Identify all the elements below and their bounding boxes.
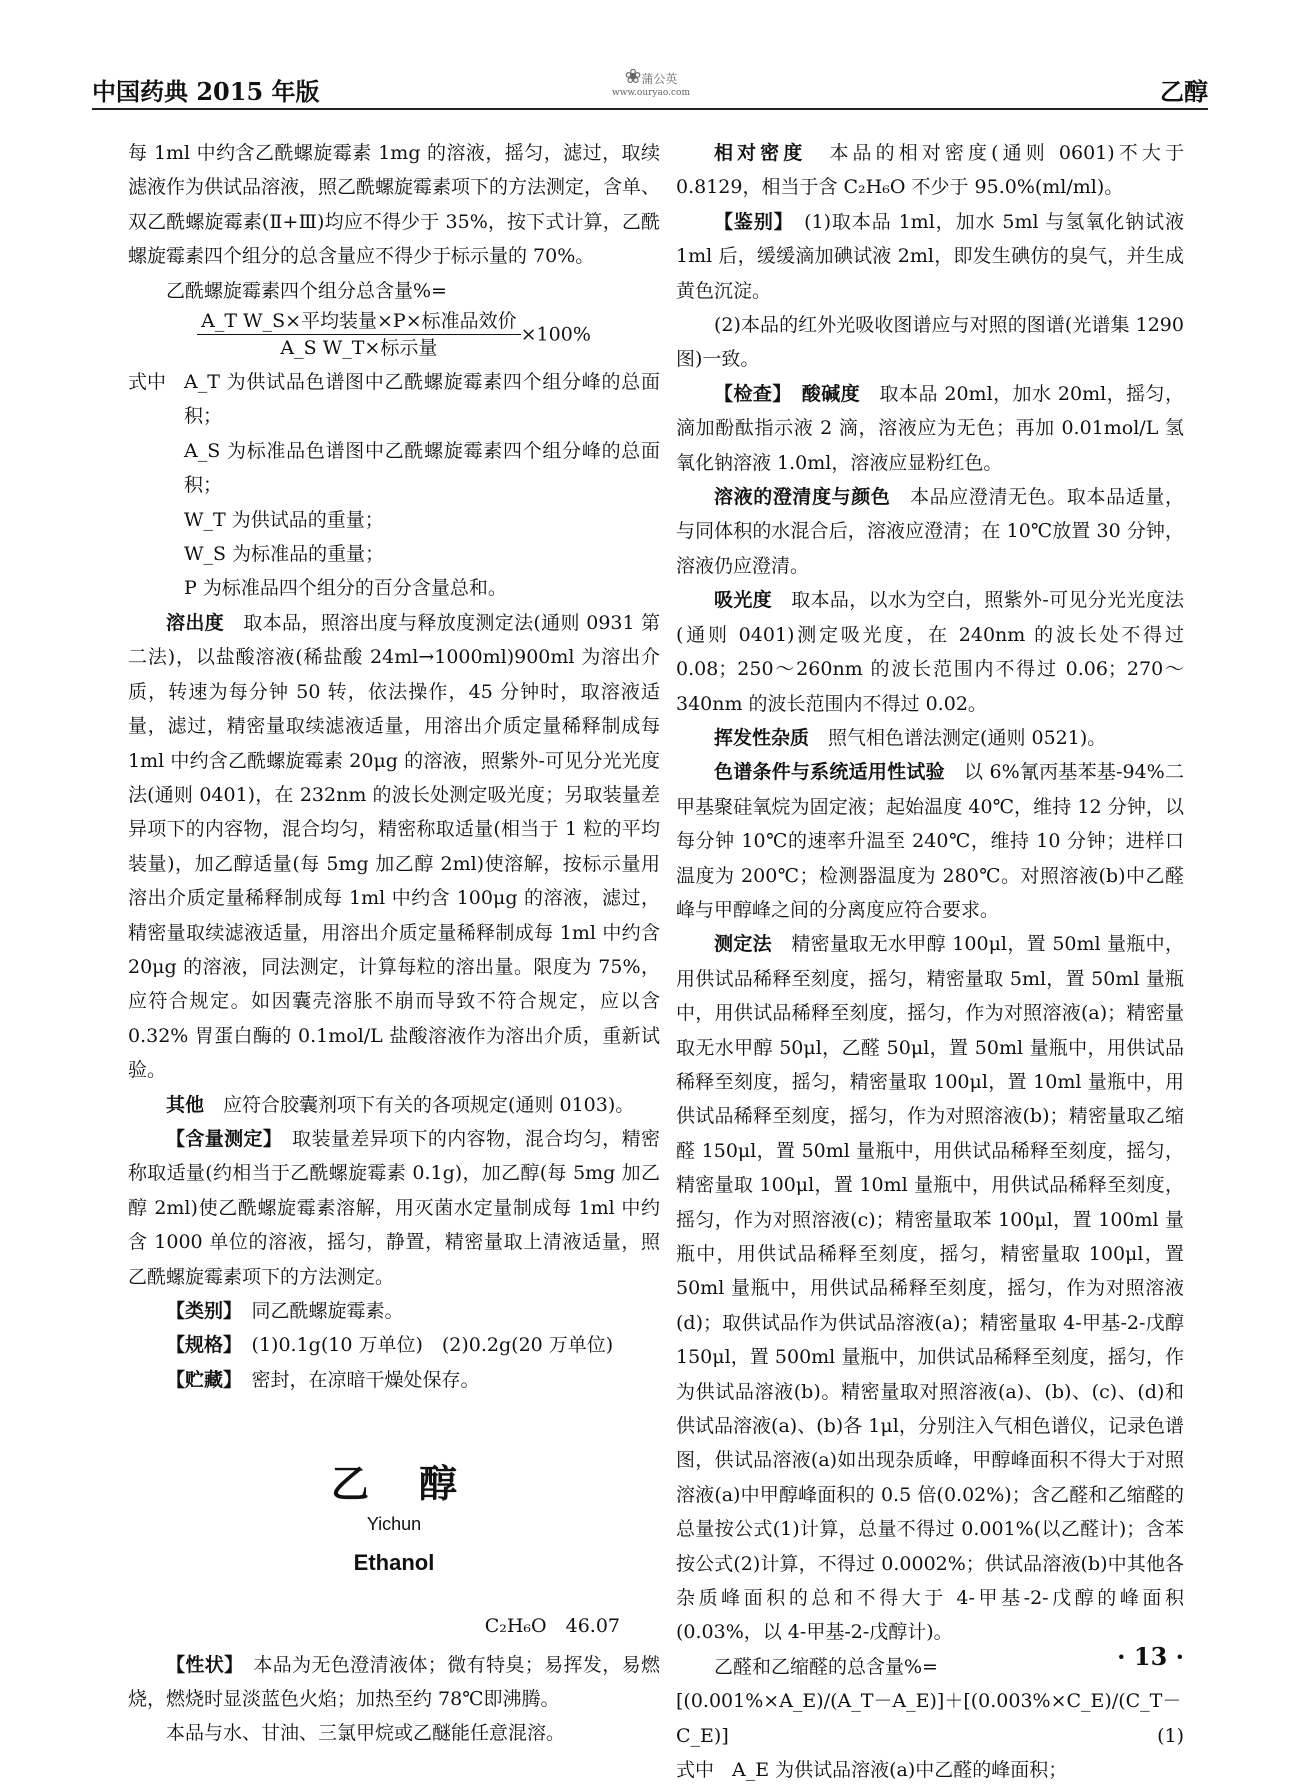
section-text: 取本品，照溶出度与释放度测定法(通则 0931 第二法)，以盐酸溶液(稀盐酸 24ml→1000ml)900ml 为溶出介质，转速为每分钟 50 转，依法操作，45 分钟时，取溶液适量，滤过，精密量取续滤液适量，用溶出介质定量稀释制成每 1ml 中约含乙酰螺旋霉素 20μg 的溶液，照紫外-可见分光光度法(通则 0401)，在 232nm 的波长处测定吸光度；另取装量差异项下的内容物，混合均匀，精密称取适量(相当于 1 粒的平均装量)，加乙醇适量(每 5mg 加乙醇 2ml)使溶解，按标示量用溶出介质定量稀释制成每 1ml 中约含 100μg 的溶液，滤过，精密量取续滤液适量，用溶出介质定量稀释制成每 1ml 中约含 20μg 的溶液，同法测定，计算每粒的溶出量。限度为 75%，应符合规定。如因囊壳溶胀不崩而导致不符合规定，应以含 0.32% 胃蛋白酶的 0.1mol/L 盐酸溶液作为溶出介质，重新试验。	[128, 611, 660, 1082]
subsection-heading: 挥发性杂质	[714, 726, 810, 749]
logo-text: 蒲公英	[641, 72, 678, 86]
paragraph-clarity	[676, 480, 1184, 583]
section-heading: 【类别】	[166, 1300, 233, 1322]
where-label: 式中	[128, 371, 167, 394]
section-text: 本品为无色澄清液体；微有特臭；易挥发，易燃烧，燃烧时显淡蓝色火焰；加热至约 78℃即沸腾。	[128, 1653, 660, 1711]
paragraph-method	[676, 927, 1184, 1650]
section-heading: 【性状】	[166, 1653, 235, 1676]
section-text: 取本品，以水为空白，照紫外-可见分光光度法(通则 0401)测定吸光度，在 240nm 的波长处不得过 0.08；250～260nm 的波长范围内不得过 0.06；270～340nm 的波长范围内不得过 0.02。	[676, 589, 1184, 715]
page-number: · 13 ·	[1117, 1642, 1184, 1671]
paragraph-assay	[128, 1122, 660, 1294]
paragraph-density	[676, 136, 1184, 205]
equation-line-2	[676, 1719, 1184, 1753]
legend-item: A_E 为供试品溶液(a)中乙醛的峰面积；	[732, 1759, 1068, 1782]
legend-item: W_S 为标准品的重量；	[184, 543, 385, 566]
paragraph-dissolution	[128, 606, 660, 1088]
section-text: 取本品 20ml，加水 20ml，摇匀，滴加酚酞指示液 2 滴，溶液应为无色；再加 0.01mol/L 氢氧化钠溶液 1.0ml，溶液应显粉红色。	[676, 382, 1184, 474]
right-column	[676, 136, 1184, 1788]
page-header	[92, 64, 1208, 110]
equation-number: (1)	[1157, 1724, 1184, 1747]
formula-label: 乙酰螺旋霉素四个组分总含量%=	[166, 279, 447, 302]
paragraph-spec	[128, 1328, 660, 1362]
legend-item: W_T 为供试品的重量；	[184, 508, 384, 531]
legend-item: A_S 为标准品色谱图中乙酰螺旋霉素四个组分峰的总面积；	[184, 439, 660, 497]
subsection-heading: 酸碱度	[801, 382, 861, 405]
monograph-title	[128, 1459, 660, 1583]
subsection-heading: 色谱条件与系统适用性试验	[714, 761, 945, 784]
section-text: 取装量差异项下的内容物，混合均匀，精密称取适量(约相当于乙酰螺旋霉素 0.1g)，加乙醇(每 5mg 加乙醇 2ml)使乙酰螺旋霉素溶解，用灭菌水定量制成每 1ml 中约含 1000 单位的溶液，摇匀，静置，精密量取上清液适量，照乙酰螺旋霉素项下的方法测定。	[128, 1127, 660, 1288]
legend-item: P 为标准品四个组分的百分含量总和。	[184, 577, 507, 600]
running-title: 乙醇	[1160, 77, 1208, 106]
equation-legend	[676, 1753, 1184, 1787]
section-text: 精密量取无水甲醇 100μl，置 50ml 量瓶中，用供试品稀释至刻度，摇匀，精密量取 5ml，置 50ml 量瓶中，用供试品稀释至刻度，摇匀，作为对照溶液(a)；精密量取无水甲醇 50μl，乙醛 50μl，置 50ml 量瓶中，用供试品稀释至刻度，摇匀，精密量取 100μl，置 10ml 量瓶中，用供试品稀释至刻度，摇匀，作为对照溶液(b)；精密量取乙缩醛 150μl，置 50ml 量瓶中，用供试品稀释至刻度，摇匀，精密量取 100μl，置 10ml 量瓶中，用供试品稀释至刻度，摇匀，作为对照溶液(c)；精密量取苯 100μl，置 100ml 量瓶中，用供试品稀释至刻度，摇匀，精密量取 100μl，置 50ml 量瓶中，用供试品稀释至刻度，摇匀，作为对照溶液(d)；取供试品作为供试品溶液(a)；精密量取 4-甲基-2-戊醇 150μl，置 500ml 量瓶中，加供试品稀释至刻度，摇匀，作为供试品溶液(b)。精密量取对照溶液(a)、(b)、(c)、(d)和供试品溶液(a)、(b)各 1μl，分别注入气相色谱仪，记录色谱图，供试品溶液(a)如出现杂质峰，甲醇峰面积不得大于对照溶液(a)中甲醇峰面积的 0.5 倍(0.02%)；含乙醛和乙缩醛的总量按公式(1)计算，总量不得过 0.001%(以乙醛计)；含苯按公式(2)计算，不得过 0.0002%；供试品溶液(b)中其他各杂质峰面积的总和不得大于 4-甲基-2-戊醇的峰面积(0.03%，以 4-甲基-2-戊醇计)。	[676, 933, 1184, 1644]
book-title: 中国药典 2015 年版	[92, 77, 320, 106]
formula-numerator: A_T W_S×平均装量×P×标准品效价	[197, 310, 521, 335]
section-text: (1)取本品 1ml，加水 5ml 与氢氧化钠试液 1ml 后，缓缓滴加碘试液 2ml，即发生碘仿的臭气，并生成黄色沉淀。	[676, 210, 1184, 302]
section-text: 密封，在凉暗干燥处保存。	[251, 1368, 480, 1391]
section-heading: 【规格】	[166, 1334, 233, 1357]
logo-icon: ❀	[624, 64, 642, 88]
subsection-heading: 溶液的澄清度与颜色	[714, 486, 891, 509]
left-column	[128, 136, 660, 1751]
section-text: 照气相色谱法测定(通则 0521)。	[828, 726, 1107, 749]
title-pinyin: Yichun	[366, 1514, 422, 1535]
paragraph-check	[676, 377, 1184, 480]
equation-text: C_E)]	[676, 1724, 729, 1747]
section-heading: 【检查】	[714, 382, 783, 405]
paragraph-volatile	[676, 721, 1184, 755]
section-text: 本品的相对密度(通则 0601)不大于 0.8129，相当于含 C₂H₆O 不少于 95.0%(ml/ml)。	[676, 142, 1184, 199]
section-heading: 【含量测定】	[166, 1127, 273, 1150]
paragraph: 每 1ml 中约含乙酰螺旋霉素 1mg 的溶液，摇匀，滤过，取续滤液作为供试品溶液，照乙酰螺旋霉素项下的方法测定，含单、双乙酰螺旋霉素(Ⅱ+Ⅲ)均应不得少于 35%，按下式计算，乙酰螺旋霉素四个组分的总含量应不得少于标示量的 70%。	[128, 142, 661, 268]
legend-item: A_T 为供试品色谱图中乙酰螺旋霉素四个组分峰的总面积；	[184, 371, 660, 428]
section-text: 同乙酰螺旋霉素。	[251, 1300, 404, 1322]
publisher-logo	[612, 64, 690, 98]
equation-label: 乙醛和乙缩醛的总含量%=	[714, 1655, 938, 1678]
title-chinese: 乙醇	[330, 1461, 507, 1507]
section-text: (1)0.1g(10 万单位) (2)0.2g(20 万单位)	[251, 1334, 614, 1357]
formula-denominator: A_S W_T×标示量	[280, 337, 438, 360]
formula	[128, 310, 660, 359]
paragraph-ident-2: (2)本品的红外光吸收图谱应与对照的图谱(光谱集 1290 图)一致。	[676, 314, 1184, 371]
paragraph-ident	[676, 205, 1184, 308]
section-heading: 其他	[166, 1093, 205, 1116]
formula-fraction	[197, 310, 521, 359]
logo-url: www.ouryao.com	[612, 88, 690, 98]
section-heading: 【鉴别】	[714, 210, 785, 233]
paragraph-category	[128, 1294, 660, 1328]
paragraph-properties	[128, 1648, 660, 1717]
equation-line-1: [(0.001%×A_E)/(A_T－A_E)]＋[(0.003%×C_E)/(C_T－	[676, 1690, 1182, 1713]
section-heading: 溶出度	[166, 611, 225, 634]
section-text: 以 6%氰丙基苯基-94%二甲基聚硅氧烷为固定液；起始温度 40℃，维持 12 分钟，以每分钟 10℃的速率升温至 240℃，维持 10 分钟；进样口温度为 200℃；检测器温度为 280℃。对照溶液(b)中乙醛峰与甲醇峰之间的分离度应符合要求。	[676, 761, 1184, 921]
subsection-heading: 吸光度	[714, 589, 772, 612]
formula-legend	[128, 365, 660, 606]
section-heading: 【贮藏】	[166, 1368, 233, 1391]
section-heading: 相对密度	[714, 142, 807, 164]
formula-multiplier: ×100%	[520, 323, 591, 346]
molecular-formula: C₂H₆O 46.07	[484, 1615, 620, 1638]
title-english: Ethanol	[353, 1550, 435, 1576]
paragraph-absorbance	[676, 583, 1184, 721]
paragraph-other	[128, 1088, 660, 1122]
section-text: 本品应澄清无色。取本品适量，与同体积的水混合后，溶液应澄清；在 10℃放置 30 分钟，溶液仍应澄清。	[676, 486, 1184, 577]
where-label: 式中	[676, 1759, 715, 1782]
paragraph-miscible: 本品与水、甘油、三氯甲烷或乙醚能任意混溶。	[166, 1722, 566, 1745]
section-text: 应符合胶囊剂项下有关的各项规定(通则 0103)。	[223, 1093, 635, 1116]
subsection-heading: 测定法	[714, 933, 772, 956]
paragraph-storage	[128, 1363, 660, 1397]
paragraph-chromatography	[676, 755, 1184, 927]
